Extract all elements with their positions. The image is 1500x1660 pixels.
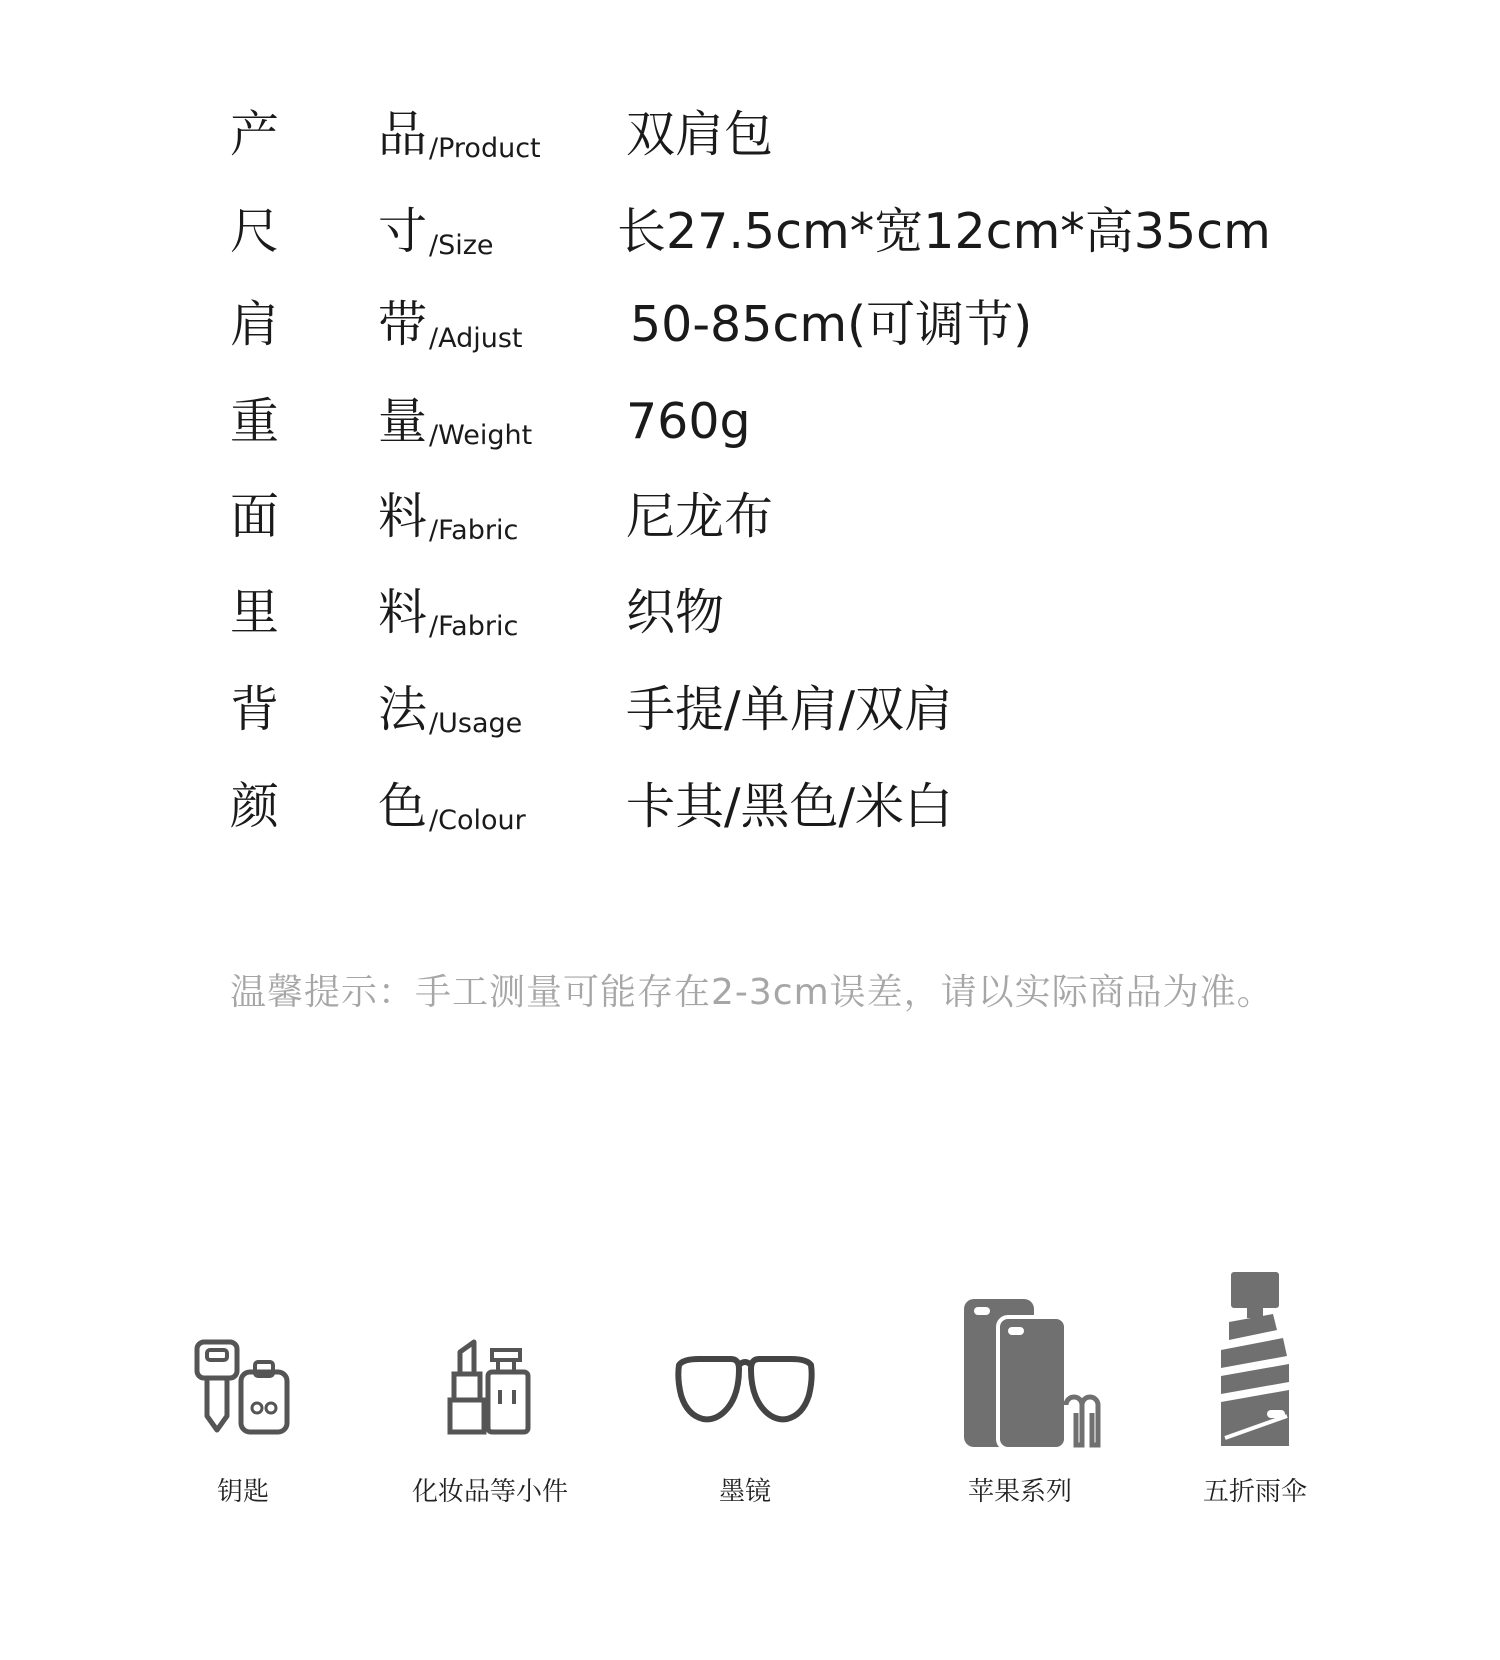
spec-label-en: /Usage — [429, 708, 523, 739]
spec-label-en: /Weight — [429, 420, 533, 451]
phones-icon — [962, 1295, 1102, 1450]
spec-label-en: /Colour — [429, 805, 526, 836]
spec-label-en: /Fabric — [429, 515, 519, 546]
spec-label-char1: 面 — [230, 488, 280, 545]
spec-value: 760g — [626, 393, 751, 450]
spec-label-char1: 里 — [230, 584, 280, 641]
glasses-icon — [675, 1355, 815, 1425]
spec-label-char1: 尺 — [230, 203, 280, 260]
keys-icon — [193, 1338, 293, 1438]
spec-label-char1: 背 — [230, 681, 280, 738]
spec-value: 双肩包 — [626, 106, 774, 163]
spec-label-char1: 重 — [230, 393, 280, 450]
spec-label-char2: 料/Fabric — [378, 584, 519, 642]
spec-value: 卡其/黑色/米白 — [626, 778, 954, 835]
spec-label-char2: 料/Fabric — [378, 488, 519, 546]
spec-label-char2: 色/Colour — [378, 778, 526, 836]
spec-label-char2: 品/Product — [378, 106, 541, 164]
spec-value: 尼龙布 — [626, 488, 774, 545]
spec-label-char2: 量/Weight — [378, 393, 533, 451]
spec-label-char2: 寸/Size — [378, 203, 494, 261]
spec-label-en: /Size — [429, 230, 494, 261]
spec-value: 50-85cm(可调节) — [630, 296, 1033, 353]
fit-item-folding-umbrella — [1160, 0, 1350, 1520]
fit-label: 钥匙 — [216, 1477, 269, 1507]
spec-value: 手提/单肩/双肩 — [626, 681, 954, 738]
spec-label-en: /Fabric — [429, 611, 519, 642]
spec-label-char1: 肩 — [230, 296, 280, 353]
spec-label-en: /Product — [429, 133, 541, 164]
spec-label-char2: 带/Adjust — [378, 296, 523, 354]
lipstick-icon — [440, 1338, 540, 1438]
fit-label: 墨镜 — [718, 1477, 771, 1507]
measurement-tip: 温馨提示：手工测量可能存在2-3cm误差，请以实际商品为准。 — [230, 972, 1274, 1013]
fit-item-cosmetics — [390, 0, 590, 1520]
fit-label: 化妆品等小件 — [411, 1477, 568, 1507]
umbrella-icon — [1217, 1270, 1293, 1448]
spec-label-char1: 颜 — [230, 778, 280, 835]
spec-label-char2: 法/Usage — [378, 681, 523, 739]
fit-item-apple-series — [920, 0, 1120, 1520]
fit-item-keys — [158, 0, 328, 1520]
fit-label: 苹果系列 — [967, 1477, 1072, 1507]
spec-value: 织物 — [626, 584, 725, 641]
fit-item-sunglasses — [660, 0, 830, 1520]
spec-value: 长27.5cm*宽12cm*高35cm — [617, 203, 1271, 260]
spec-label-en: /Adjust — [429, 323, 523, 354]
fit-label: 五折雨伞 — [1202, 1477, 1307, 1507]
spec-label-char1: 产 — [230, 106, 280, 163]
